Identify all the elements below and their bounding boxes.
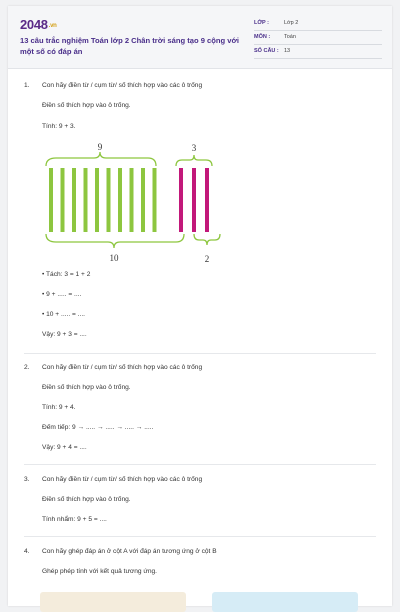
meta-row-subject: MÔN : Toán <box>254 31 382 45</box>
question-stem: Con hãy ghép đáp án ở cột A với đáp án tương ứng ở cột B <box>42 548 217 555</box>
question-number: 2. <box>24 364 30 371</box>
green-stick <box>61 168 65 232</box>
question-number: 3. <box>24 476 30 483</box>
divider <box>24 536 376 537</box>
divider <box>24 353 376 354</box>
question-instruction: Ghép phép tính với kết quả tương ứng. <box>42 568 157 575</box>
column-b-box[interactable] <box>212 592 358 612</box>
answer-line[interactable]: • 10 + ..... = .... <box>42 311 85 318</box>
brace-bottom-left <box>46 234 184 248</box>
question-stem: Con hãy điền từ / cụm từ/ số thích hợp vào các ô trống <box>42 82 203 89</box>
green-stick <box>84 168 88 232</box>
green-stick <box>130 168 134 232</box>
question-stem: Con hãy điền từ / cụm từ/ số thích hợp vào các ô trống <box>42 476 203 483</box>
green-stick <box>141 168 145 232</box>
question-number: 4. <box>24 548 30 555</box>
magenta-stick <box>179 168 183 232</box>
green-stick <box>107 168 111 232</box>
brace-top-right <box>176 155 212 166</box>
answer-line[interactable]: • 9 + ..... = .... <box>42 291 82 298</box>
question-prompt[interactable]: Tính nhẩm: 9 + 5 = .... <box>42 516 107 523</box>
brace-bottom-right <box>194 234 220 245</box>
question-stem: Con hãy điền từ / cụm từ/ số thích hợp vào các ô trống <box>42 364 203 371</box>
worksheet-page <box>8 6 392 606</box>
green-stick <box>72 168 76 232</box>
label-bottom-left: 10 <box>109 253 119 263</box>
magenta-stick <box>205 168 209 232</box>
question-instruction: Điền số thích hợp vào ô trống. <box>42 496 131 503</box>
question-instruction: Điền số thích hợp vào ô trống. <box>42 384 131 391</box>
green-stick <box>95 168 99 232</box>
page-title: 13 câu trắc nghiệm Toán lớp 2 Chân trời sáng tạo 9 cộng với một số có đáp án <box>20 36 240 56</box>
brace-top-left <box>46 152 156 166</box>
answer-line[interactable]: Vậy: 9 + 3 = .... <box>42 331 87 338</box>
question-prompt: Tính: 9 + 3. <box>42 123 76 130</box>
green-stick <box>118 168 122 232</box>
page-header <box>8 6 392 69</box>
question-number: 1. <box>24 82 30 89</box>
magenta-sticks <box>179 168 209 232</box>
site-logo[interactable]: 2048.vn <box>20 17 57 32</box>
green-sticks <box>49 168 157 232</box>
question-prompt: Tính: 9 + 4. <box>42 404 76 411</box>
meta-row-count: SỐ CÂU : 13 <box>254 45 382 59</box>
answer-line[interactable]: Vậy: 9 + 4 = .... <box>42 444 87 451</box>
label-top-right: 3 <box>191 143 197 153</box>
divider <box>24 464 376 465</box>
tens-sticks-figure <box>44 142 224 264</box>
question-instruction: Điền số thích hợp vào ô trống. <box>42 102 131 109</box>
label-top-left: 9 <box>97 142 103 152</box>
answer-line[interactable]: Đếm tiếp: 9 → ..... → ..... → ..... → ..... <box>42 424 154 431</box>
magenta-stick <box>192 168 196 232</box>
label-bottom-right: 2 <box>204 254 210 264</box>
green-stick <box>49 168 53 232</box>
meta-panel <box>254 17 382 59</box>
answer-line: • Tách: 3 = 1 + 2 <box>42 271 91 278</box>
green-stick <box>153 168 157 232</box>
meta-row-class: LỚP : Lớp 2 <box>254 17 382 31</box>
column-a-box[interactable] <box>40 592 186 612</box>
